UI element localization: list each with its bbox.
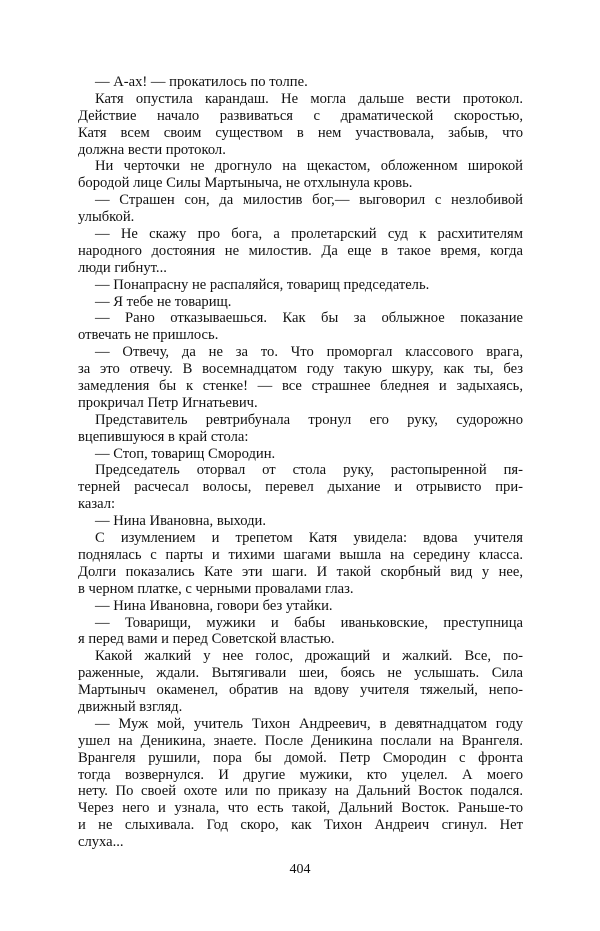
text-line: должна вести протокол. [78,141,226,158]
text-line: Действие начало развиваться с драматической скоростью, [78,107,523,124]
paragraph [78,310,523,344]
text-line: Председатель оторвал от стола руку, растопыренной пя- [95,462,523,479]
paragraph [78,716,523,851]
text-line: — Страшен сон, да милостив бог,— выговорил с незлобивой [95,192,523,209]
text-line: замедления бы к стенке! — все страшнее бледнея и задыхаясь, [78,378,523,395]
paragraph [78,226,523,277]
text-line: Катя опустила карандаш. Не могла дальше вести протокол. [95,90,523,107]
text-line: Врангеля рушили, пора бы домой. Петр Смородин с фронта [78,749,523,766]
paragraph [78,412,523,446]
paragraph [78,192,523,226]
text-line: С изумлением и трепетом Катя увидела: вдова учителя [95,530,523,547]
text-line: народного достояния не милостив. Да еще в такое время, когда [78,242,523,259]
text-line: поднялась с парты и тихими шагами вышла на середину класса. [78,546,523,563]
text-line: тогда возвернулся. И другие мужики, кто уцелел. А моего [78,766,523,783]
text-line: Катя всем своим существом в нем участвовала, забыв, что [78,124,523,141]
body-text [78,74,523,851]
text-line: раженные, ждали. Вытягивали шеи, боясь не услышать. Сила [78,665,523,682]
paragraph [78,446,523,463]
text-line: — Отвечу, да не за то. Что проморгал классового врага, [95,344,523,361]
paragraph [78,158,523,192]
paragraph [78,513,523,530]
text-line: в черном платке, с черными провалами глаз. [78,580,354,597]
text-line: Через него и узнала, что есть такой, Дальний Восток. Раньше-то [78,800,523,817]
text-line: — Понапрасну не распаляйся, товарищ председатель. [95,276,430,293]
text-line: терней расчесал волосы, перевел дыхание и отрывисто при- [78,479,523,496]
text-line: и не слыхивала. Год скоро, как Тихон Андреич сгинул. Нет [78,817,523,834]
text-line: — Стоп, товарищ Смородин. [95,445,276,462]
paragraph [78,462,523,513]
text-line: ушел на Деникина, знаете. После Деникина послали на Врангеля. [78,732,523,749]
text-line: — Товарищи, мужики и бабы иваньковские, преступница [95,614,523,631]
text-line: — Я тебе не товарищ. [95,293,232,310]
text-line: — Нина Ивановна, говори без утайки. [95,597,333,614]
paragraph [78,91,523,159]
text-line: улыбкой. [78,209,135,226]
paragraph [78,277,523,294]
text-line: Ни черточки не дрогнуло на щекастом, обложенном широкой [95,158,523,175]
text-line: слуха... [78,834,124,851]
text-line: — А-ах! — прокатилось по толпе. [95,74,308,90]
text-line: люди гибнут... [78,259,167,276]
paragraph [78,598,523,615]
paragraph [78,648,523,716]
text-line: казал: [78,496,116,513]
text-line: — Нина Ивановна, выходи. [95,513,267,530]
text-line: отвечать не пришлось. [78,327,219,344]
text-line: Долги показались Кате эти шаги. И такой скорбный вид у нее, [78,563,523,580]
text-line: — Муж мой, учитель Тихон Андреевич, в девятнадцатом году [95,715,523,732]
text-line: я перед вами и перед Советской властью. [78,631,335,648]
text-line: Какой жалкий у нее голос, дрожащий и жалкий. Все, по- [95,648,523,665]
paragraph [78,615,523,649]
text-line: — Не скажу про бога, а пролетарский суд к расхитителям [95,226,523,243]
text-line: прокричал Петр Игнатьевич. [78,394,258,411]
text-line: бородой лице Силы Мартыныча, не отхлынула кровь. [78,175,413,192]
text-line: — Рано отказываешься. Как бы за облыжное показание [95,310,523,327]
paragraph [78,344,523,412]
page-number: 404 [289,862,311,877]
text-line: вцепившуюся в край стола: [78,428,249,445]
text-line: движный взгляд. [78,698,183,715]
text-line: Представитель ревтрибунала тронул его руку, судорожно [95,411,523,428]
paragraph [78,74,523,91]
text-line: нету. По своей охоте или по приказу на Дальний Восток подался. [78,783,523,800]
text-line: Мартыныч окаменел, обратив на вдову учителя тяжелый, непо- [78,682,523,699]
text-line: за это отвечу. В восемнадцатом году такую шкуру, как ты, без [78,361,523,378]
paragraph [78,530,523,598]
paragraph [78,294,523,311]
